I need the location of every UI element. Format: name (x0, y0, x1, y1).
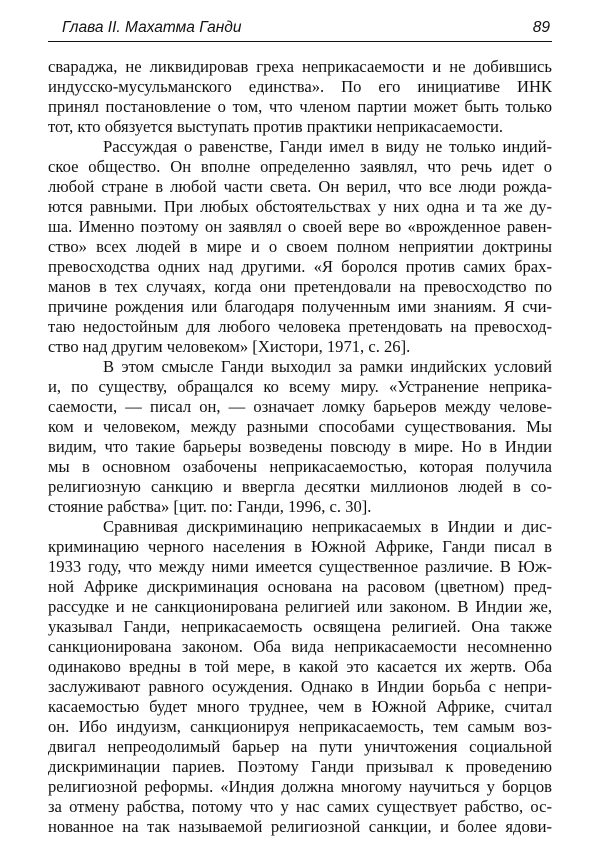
text-line: ются равными. При любых обстоятельствах у них одна и та же ду- (48, 197, 552, 216)
text-line: мы в основном озабочены неприкасаемостью, которая получила (48, 457, 552, 476)
text-line: свараджа, не ликвидировав греха неприкасаемости и не добившись (48, 57, 552, 76)
text-line: дискриминации париев. Поэтому Ганди призывал к проведению (48, 757, 552, 776)
text-line: видим, что такие барьеры возведены повсюду в мире. Но в Индии (48, 437, 552, 456)
text-line: религиозную санкцию и ввергла десятки миллионов людей в со- (48, 477, 552, 496)
text-line: ком и человеком, между разными способами существования. Мы (48, 417, 552, 436)
text-line: криминацию черного населения в Южной Африке, Ганди писал в (48, 537, 552, 556)
text-line: 1933 году, что между ними имеется существенное различие. В Юж- (48, 557, 552, 576)
text-line: ша. Именно поэтому он заявлял о своей вере во «врожденное равен- (48, 217, 552, 236)
text-line: рассудке и не санкционирована религией или законом. В Индии же, (48, 597, 552, 616)
text-line: нованное на так называемой религиозной санкции, и более ядови- (48, 817, 552, 836)
text-line: одинаково вредны в той мере, в какой это касается их жертв. Оба (48, 657, 552, 676)
text-line: заслуживают равного осуждения. Однако в Индии борьба с непри- (48, 677, 552, 696)
text-line: санкционирована законом. Оба вида неприкасаемости несомненно (48, 637, 552, 656)
page-body-text (48, 57, 552, 837)
text-line: принял постановление о том, что членом партии может быть только (48, 97, 552, 116)
text-line: манов в тех случаях, когда они претендовали на превосходство по (48, 277, 552, 296)
text-line: любой стране в любой части света. Он верил, что все люди рожда- (48, 177, 552, 196)
text-line: двигал непреодолимый барьер на пути уничтожения социальной (48, 737, 552, 756)
text-line: таю недостойным для любого человека претендовать на превосход- (48, 317, 552, 336)
chapter-title: Глава II. Махатма Ганди (62, 19, 242, 36)
text-line: ство» всех людей в мире и о своем полном неприятии доктрины (48, 237, 552, 256)
text-line: причине рождения или благодаря полученным ими знаниям. Я счи- (48, 297, 552, 316)
text-line: указывал Ганди, неприкасаемость освящена религией. Она также (48, 617, 552, 636)
text-line: ство над другим человеком» [Хистори, 1971, с. 26]. (48, 337, 411, 356)
text-line: касаемостью будет много труднее, чем в Южной Африке, считал (48, 697, 552, 716)
text-line: он. Ибо индуизм, санкционируя неприкасаемость, тем самым воз- (48, 717, 552, 736)
text-line: саемости, — писал он, — означает ломку барьеров между челове- (48, 397, 552, 416)
running-header (48, 17, 552, 42)
text-line: ной Африке дискриминация основана на расовом (цветном) пред- (48, 577, 552, 596)
text-line: В этом смысле Ганди выходил за рамки индийских условий (103, 357, 552, 376)
text-line: ское общество. Он вполне определенно заявлял, что речь идет о (48, 157, 552, 176)
text-line: религиозной реформы. «Индия должна многому научиться у борцов (48, 777, 552, 796)
text-line: и, по существу, обращался ко всему миру. «Устранение неприка- (48, 377, 552, 396)
text-line: тот, кто обязуется выступать против практики неприкасаемости. (48, 117, 504, 136)
text-line: Рассуждая о равенстве, Ганди имел в виду не только индий- (103, 137, 552, 156)
text-line: за отмену рабства, потому что у нас самих существует рабство, ос- (48, 797, 552, 816)
text-line: индусско-мусульманского единства». По его инициативе ИНК (48, 77, 552, 96)
text-line: стояние рабства» [цит. по: Ганди, 1996, с. 30]. (48, 497, 372, 516)
page-number: 89 (532, 19, 550, 36)
text-line: превосходства одних над другими. «Я боролся против самих брах- (48, 257, 552, 276)
text-line: Сравнивая дискриминацию неприкасаемых в Индии и дис- (103, 517, 552, 536)
